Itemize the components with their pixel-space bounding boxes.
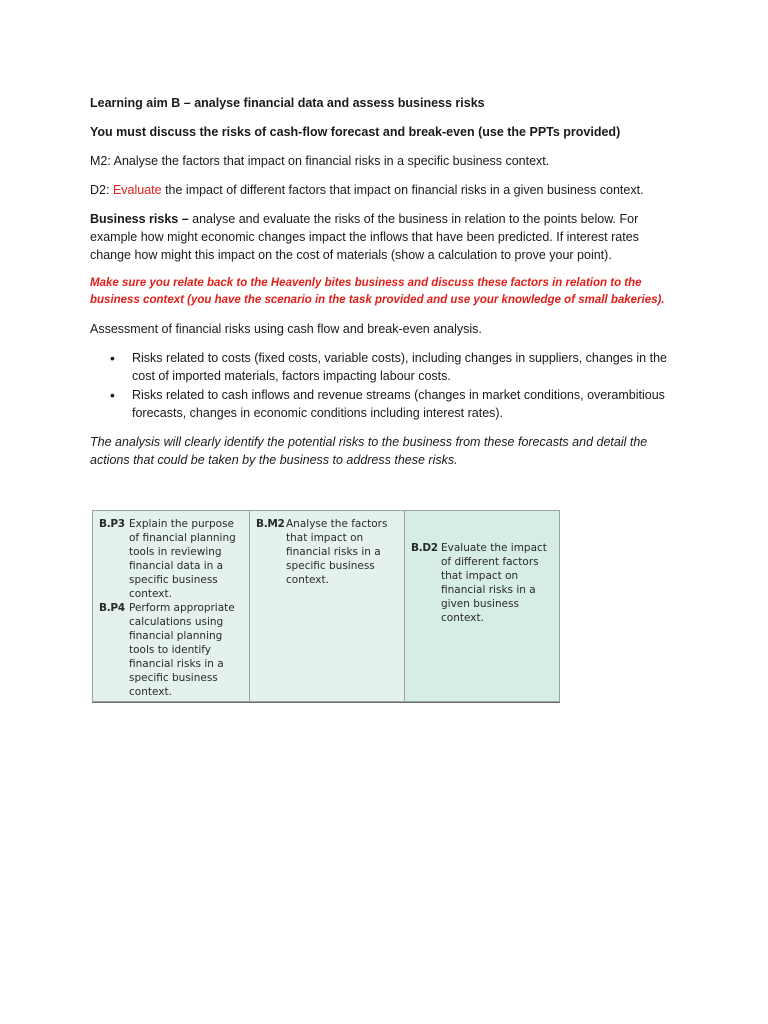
pass-criteria-column [93,511,250,701]
merit-criteria-column [250,511,405,701]
criterion-bp3 [99,517,243,601]
d2-prefix: D2: [90,183,113,197]
criterion-bp4 [99,601,243,699]
d2-evaluate-highlight: Evaluate [112,183,162,197]
criterion-bm2 [256,517,398,587]
assessment-criteria-table [92,510,560,702]
heavenly-bites-instruction: Make sure you relate back to the Heavenly bites business and discuss these factors in relation to the business context (you have the scenario in the task provided and use your knowledge of small bakeries). [90,277,665,306]
business-risks-label: Business risks – [90,212,189,226]
criterion-code: B.P3 [99,518,125,530]
d2-criterion-text [90,181,680,199]
learning-aim-heading: Learning aim B – analyse financial data and assess business risks [90,96,485,110]
criterion-code: B.M2 [256,518,285,530]
criterion-code: B.P4 [99,602,125,614]
document-body [90,94,680,480]
criterion-description: Analyse the factors that impact on financial risks in a specific business context. [286,518,388,586]
assessment-intro: Assessment of financial risks using cash flow and break-even analysis. [90,322,482,336]
distinction-criteria-column [405,511,559,701]
business-risks-paragraph [90,210,680,264]
criterion-bd2 [411,541,553,625]
m2-criterion-text: M2: Analyse the factors that impact on financial risks in a specific business context. [90,154,550,168]
business-risks-text: analyse and evaluate the risks of the business in relation to the points below. For example how might economic changes impact the inflows that have been predicted. If interest rates change how might this impact on the cost of materials (show a calculation to prove your point). [90,212,639,262]
criterion-description: Explain the purpose of financial planning tools in reviewing financial data in a specific business context. [129,518,236,600]
criterion-description: Evaluate the impact of different factors that impact on financial risks in a given business context. [441,542,547,624]
criterion-code: B.D2 [411,542,438,554]
list-item: • Risks related to cash inflows and revenue streams (changes in market conditions, overambitious forecasts, changes in economic conditions including interest rates). [132,386,680,422]
risk-bullet-list [90,349,680,422]
d2-rest: the impact of different factors that impact on financial risks in a given business context. [161,183,644,197]
list-item: • Risks related to costs (fixed costs, variable costs), including changes in suppliers, changes in the cost of imported materials, factors impacting labour costs. [132,349,680,385]
discussion-instruction: You must discuss the risks of cash-flow forecast and break-even (use the PPTs provided) [90,125,621,139]
criterion-description: Perform appropriate calculations using financial planning tools to identify financial risks in a specific business context. [129,602,235,698]
analysis-note: The analysis will clearly identify the potential risks to the business from these forecasts and detail the actions that could be taken by the business to address these risks. [90,435,648,467]
